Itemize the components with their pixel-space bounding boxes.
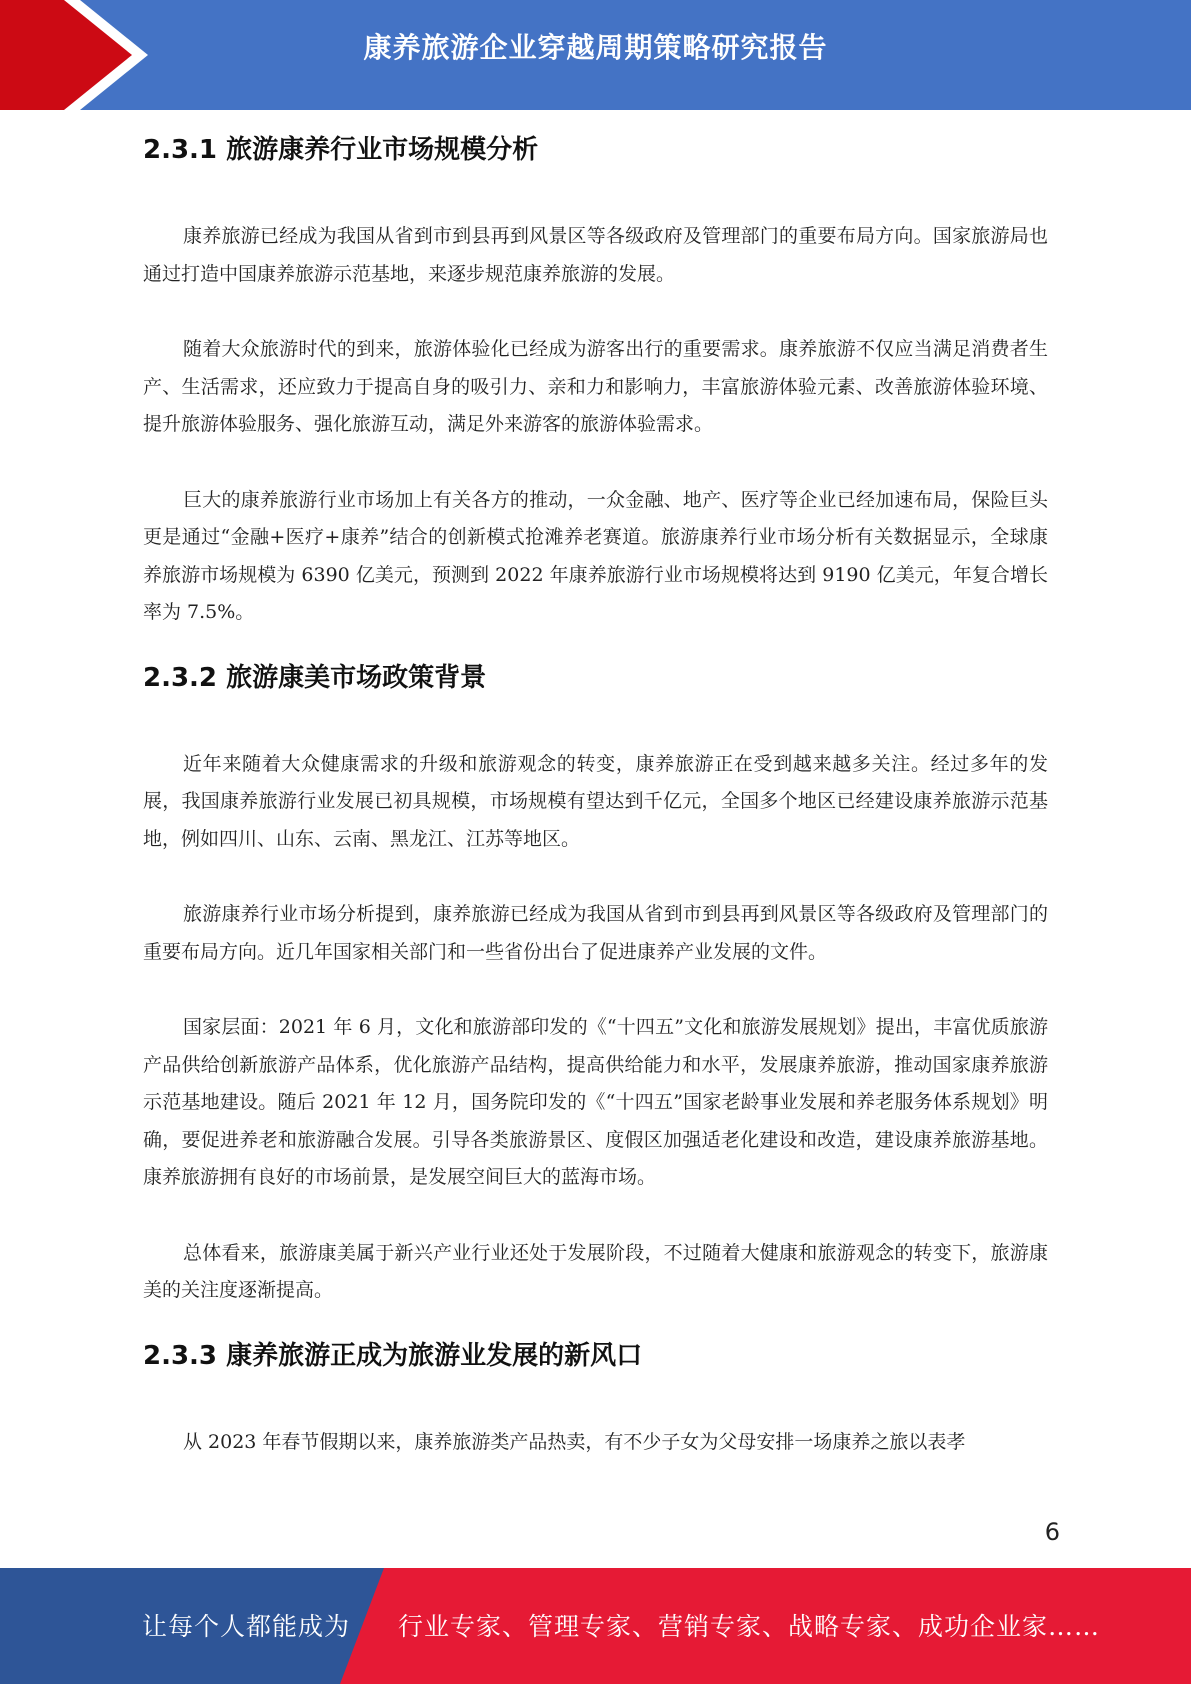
paragraph: 巨大的康养旅游行业市场加上有关各方的推动，一众金融、地产、医疗等企业已经加速布局，保险巨头更是通过“金融+医疗+康养”结合的创新模式抢滩养老赛道。旅游康养行业市场分析有关数据显示，全球康养旅游市场规模为 6390 亿美元，预测到 2022 年康养旅游行业市场规模将达到 9190 亿美元，年复合增长率为 7.5%。 [143,488,1048,623]
page-number: 6 [1044,1518,1060,1546]
paragraph: 从 2023 年春节假期以来，康养旅游类产品热卖，有不少子女为父母安排一场康养之旅以表孝 [183,1430,966,1453]
paragraph: 国家层面：2021 年 6 月，文化和旅游部印发的《“十四五”文化和旅游发展规划》提出，丰富优质旅游产品供给创新旅游产品体系，优化旅游产品结构，提高供给能力和水平，发展康养旅游，推动国家康养旅游示范基地建设。随后 2021 年 12 月，国务院印发的《“十四五”国家老龄事业发展和养老服务体系规划》明确，要促进养老和旅游融合发展。引导各类旅游景区、度假区加强适老化建设和改造，建设康养旅游基地。康养旅游拥有良好的市场前景，是发展空间巨大的蓝海市场。 [143,1016,1048,1188]
paragraph: 随着大众旅游时代的到来，旅游体验化已经成为游客出行的重要需求。康养旅游不仅应当满足消费者生产、生活需求，还应致力于提高自身的吸引力、亲和力和影响力，丰富旅游体验元素、改善旅游体验环境、提升旅游体验服务、强化旅游互动，满足外来游客的旅游体验需求。 [143,338,1048,435]
paragraph: 旅游康养行业市场分析提到，康养旅游已经成为我国从省到市到县再到风景区等各级政府及管理部门的重要布局方向。近几年国家相关部门和一些省份出台了促进康养产业发展的文件。 [143,903,1048,963]
report-title: 康养旅游企业穿越周期策略研究报告 [363,31,828,64]
section-heading: 2.3.1 旅游康养行业市场规模分析 [143,135,539,165]
paragraph: 近年来随着大众健康需求的升级和旅游观念的转变，康养旅游正在受到越来越多关注。经过多年的发展，我国康养旅游行业发展已初具规模，市场规模有望达到千亿元，全国多个地区已经建设康养旅游示范基地，例如四川、山东、云南、黑龙江、江苏等地区。 [143,752,1048,850]
paragraph: 总体看来，旅游康美属于新兴产业行业还处于发展阶段，不过随着大健康和旅游观念的转变下，旅游康美的关注度逐渐提高。 [143,1241,1048,1301]
document-body [143,120,1048,1461]
footer-slogan-roles: 行业专家、管理专家、营销专家、战略专家、成功企业家…… [398,1612,1101,1641]
page-footer [0,1568,1191,1684]
footer-slogan-lead: 让每个人都能成为 [142,1612,351,1641]
paragraph: 康养旅游已经成为我国从省到市到县再到风景区等各级政府及管理部门的重要布局方向。国家旅游局也通过打造中国康养旅游示范基地，来逐步规范康养旅游的发展。 [143,225,1048,285]
section-heading: 2.3.2 旅游康美市场政策背景 [143,662,487,693]
page-header [0,0,1191,110]
section-heading: 2.3.3 康养旅游正成为旅游业发展的新风口 [143,1340,643,1371]
